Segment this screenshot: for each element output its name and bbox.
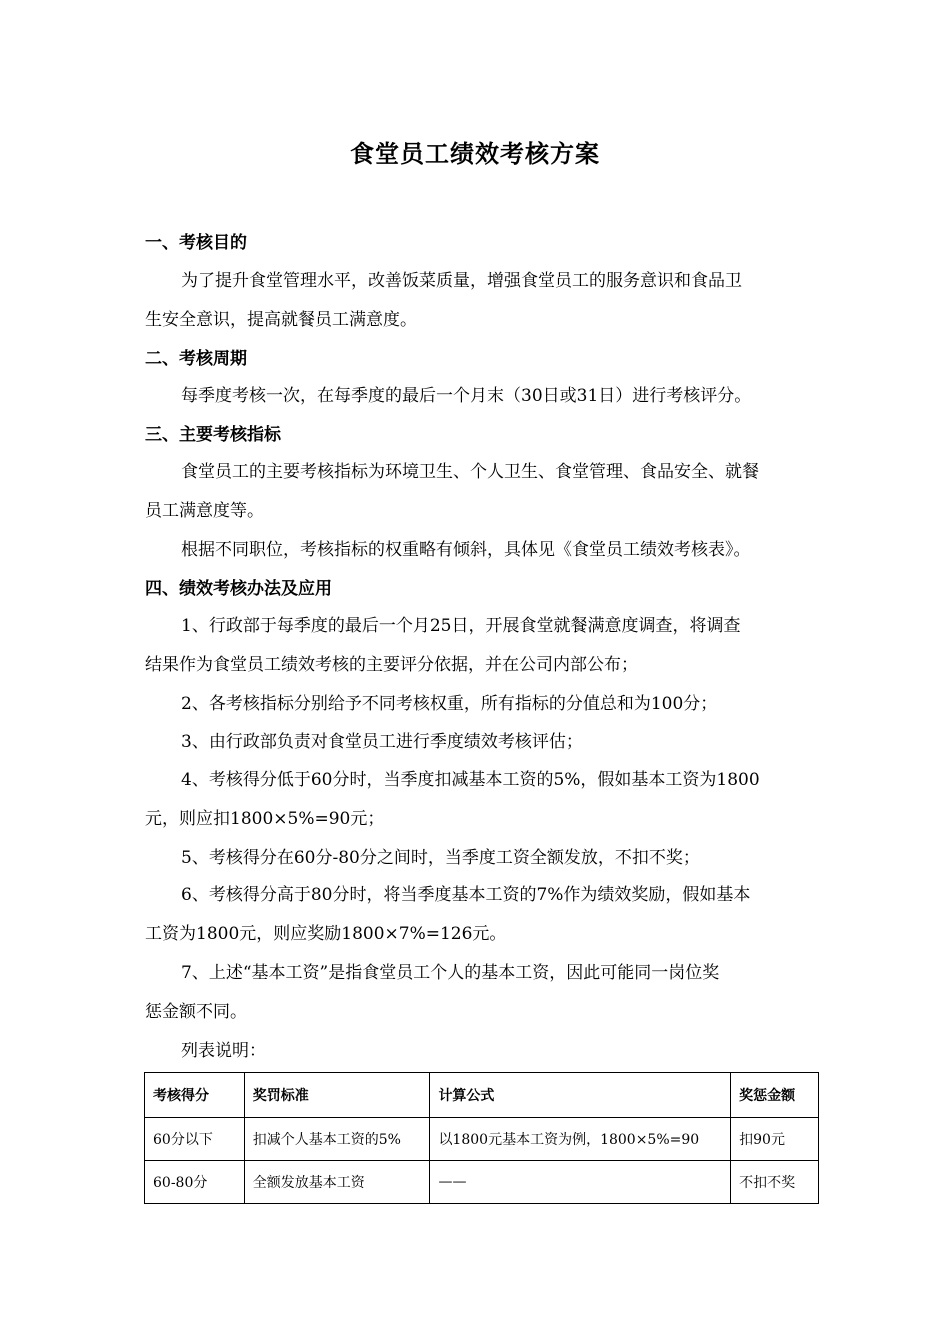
list-item-line: 工资为1800元，则应奖励1800×7%=126元。 [145,924,507,944]
reward-penalty-table [144,1072,819,1204]
list-item-line: 结果作为食堂员工绩效考核的主要评分依据，并在公司内部公布； [145,655,638,675]
paragraph-line: 食堂员工的主要考核指标为环境卫生、个人卫生、食堂管理、食品安全、就餐 [181,462,759,482]
paragraph-line: 根据不同职位，考核指标的权重略有倾斜，具体见《食堂员工绩效考核表》。 [181,540,751,560]
table-cell: 扣90元 [731,1118,819,1161]
table-cell: 扣减个人基本工资的5% [244,1118,430,1161]
list-item-line: 元，则应扣1800×5%=90元； [145,809,385,829]
list-item-line: 6、考核得分高于80分时，将当季度基本工资的7%作为绩效奖励，假如基本 [181,885,751,905]
table-row [145,1118,819,1161]
list-item-line: 2、各考核指标分别给予不同考核权重，所有指标的分值总和为100分； [181,694,718,714]
section-heading-period: 二、考核周期 [145,349,247,369]
paragraph-line: 每季度考核一次，在每季度的最后一个月末（30日或31日）进行考核评分。 [181,386,752,406]
table-row [145,1161,819,1204]
table-cell: 60分以下 [145,1118,245,1161]
list-item-line: 3、由行政部负责对食堂员工进行季度绩效考核评估； [181,732,583,752]
column-header-score: 考核得分 [145,1073,245,1118]
column-header-formula: 计算公式 [430,1073,731,1118]
column-header-standard: 奖罚标准 [244,1073,430,1118]
document-title: 食堂员工绩效考核方案 [350,140,600,168]
table-cell: 以1800元基本工资为例，1800×5%=90 [430,1118,731,1161]
list-item-line: 1、行政部于每季度的最后一个月25日，开展食堂就餐满意度调查，将调查 [181,616,741,636]
section-heading-indicators: 三、主要考核指标 [145,425,281,445]
table-cell: —— [430,1161,731,1204]
section-heading-methods: 四、绩效考核办法及应用 [145,579,332,599]
paragraph-line: 生安全意识，提高就餐员工满意度。 [145,310,417,330]
table-cell: 60-80分 [145,1161,245,1204]
list-item-line: 4、考核得分低于60分时，当季度扣减基本工资的5%，假如基本工资为1800 [181,770,760,790]
list-item-line: 5、考核得分在60分-80分之间时，当季度工资全额发放，不扣不奖； [181,848,700,868]
paragraph-line: 员工满意度等。 [145,501,264,521]
list-item-line: 7、上述“基本工资”是指食堂员工个人的基本工资，因此可能同一岗位奖 [181,963,720,983]
list-item-line: 惩金额不同。 [145,1002,247,1022]
paragraph-line: 为了提升食堂管理水平，改善饭菜质量，增强食堂员工的服务意识和食品卫 [181,271,742,291]
list-note: 列表说明： [181,1041,266,1061]
table-cell: 不扣不奖 [731,1161,819,1204]
section-heading-purpose: 一、考核目的 [145,233,247,253]
table-cell: 全额发放基本工资 [244,1161,430,1204]
column-header-amount: 奖惩金额 [731,1073,819,1118]
table-header-row [145,1073,819,1118]
